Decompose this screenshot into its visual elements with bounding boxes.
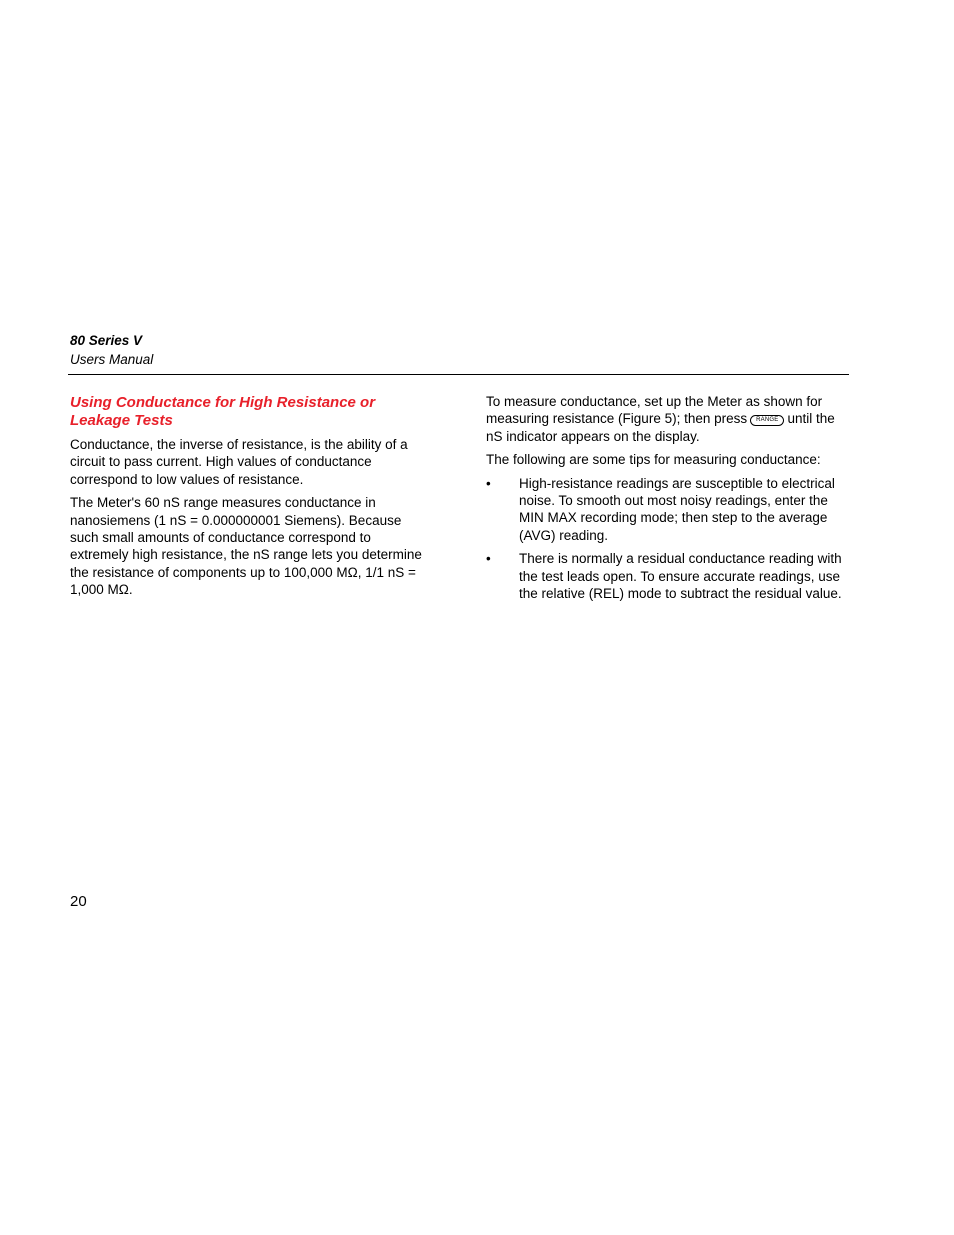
- right-column: [486, 393, 850, 608]
- paragraph-conductance-definition: Conductance, the inverse of resistance, is the ability of a circuit to pass current. High values of conductance correspond to low values of resistance.: [70, 437, 408, 487]
- paragraph-measure-conductance: [486, 393, 850, 445]
- paragraph-ns-range: The Meter's 60 nS range measures conductance in nanosiemens (1 nS = 0.000000001 Siemens). Because such small amounts of conductance correspond to extremely high resistance, the nS range lets you determine the resistance of components up to 100,000 MΩ, 1/1 nS = 1,000 MΩ.: [70, 495, 422, 598]
- running-header: [70, 332, 850, 369]
- measure-text-after-key: until the nS indicator appears on the display.: [486, 411, 835, 444]
- bullet-icon: •: [486, 551, 491, 567]
- page-number: 20: [70, 893, 87, 910]
- manual-subtitle: Users Manual: [70, 352, 154, 367]
- paragraph-tips-intro: The following are some tips for measuring conductance:: [486, 452, 821, 468]
- manual-series-title: 80 Series V: [70, 333, 143, 348]
- left-column: [70, 393, 430, 605]
- range-key-icon: RANGE: [750, 415, 784, 426]
- measure-text-before-key: To measure conductance, set up the Meter as shown for measuring resistance (Figure 5); then press: [486, 394, 823, 427]
- tips-list: [486, 475, 850, 603]
- tip-text: High-resistance readings are susceptible to electrical noise. To smooth out most noisy readings, enter the MIN MAX recording mode; then step to the average (AVG) reading.: [519, 475, 835, 543]
- tip-text: There is normally a residual conductance reading with the test leads open. To ensure accurate readings, use the relative (REL) mode to subtract the residual value.: [519, 551, 842, 602]
- list-item: [486, 550, 850, 602]
- list-item: [486, 475, 850, 545]
- section-heading: Using Conductance for High Resistance or Leakage Tests: [70, 394, 376, 429]
- header-divider: [68, 374, 849, 375]
- bullet-icon: •: [486, 475, 491, 491]
